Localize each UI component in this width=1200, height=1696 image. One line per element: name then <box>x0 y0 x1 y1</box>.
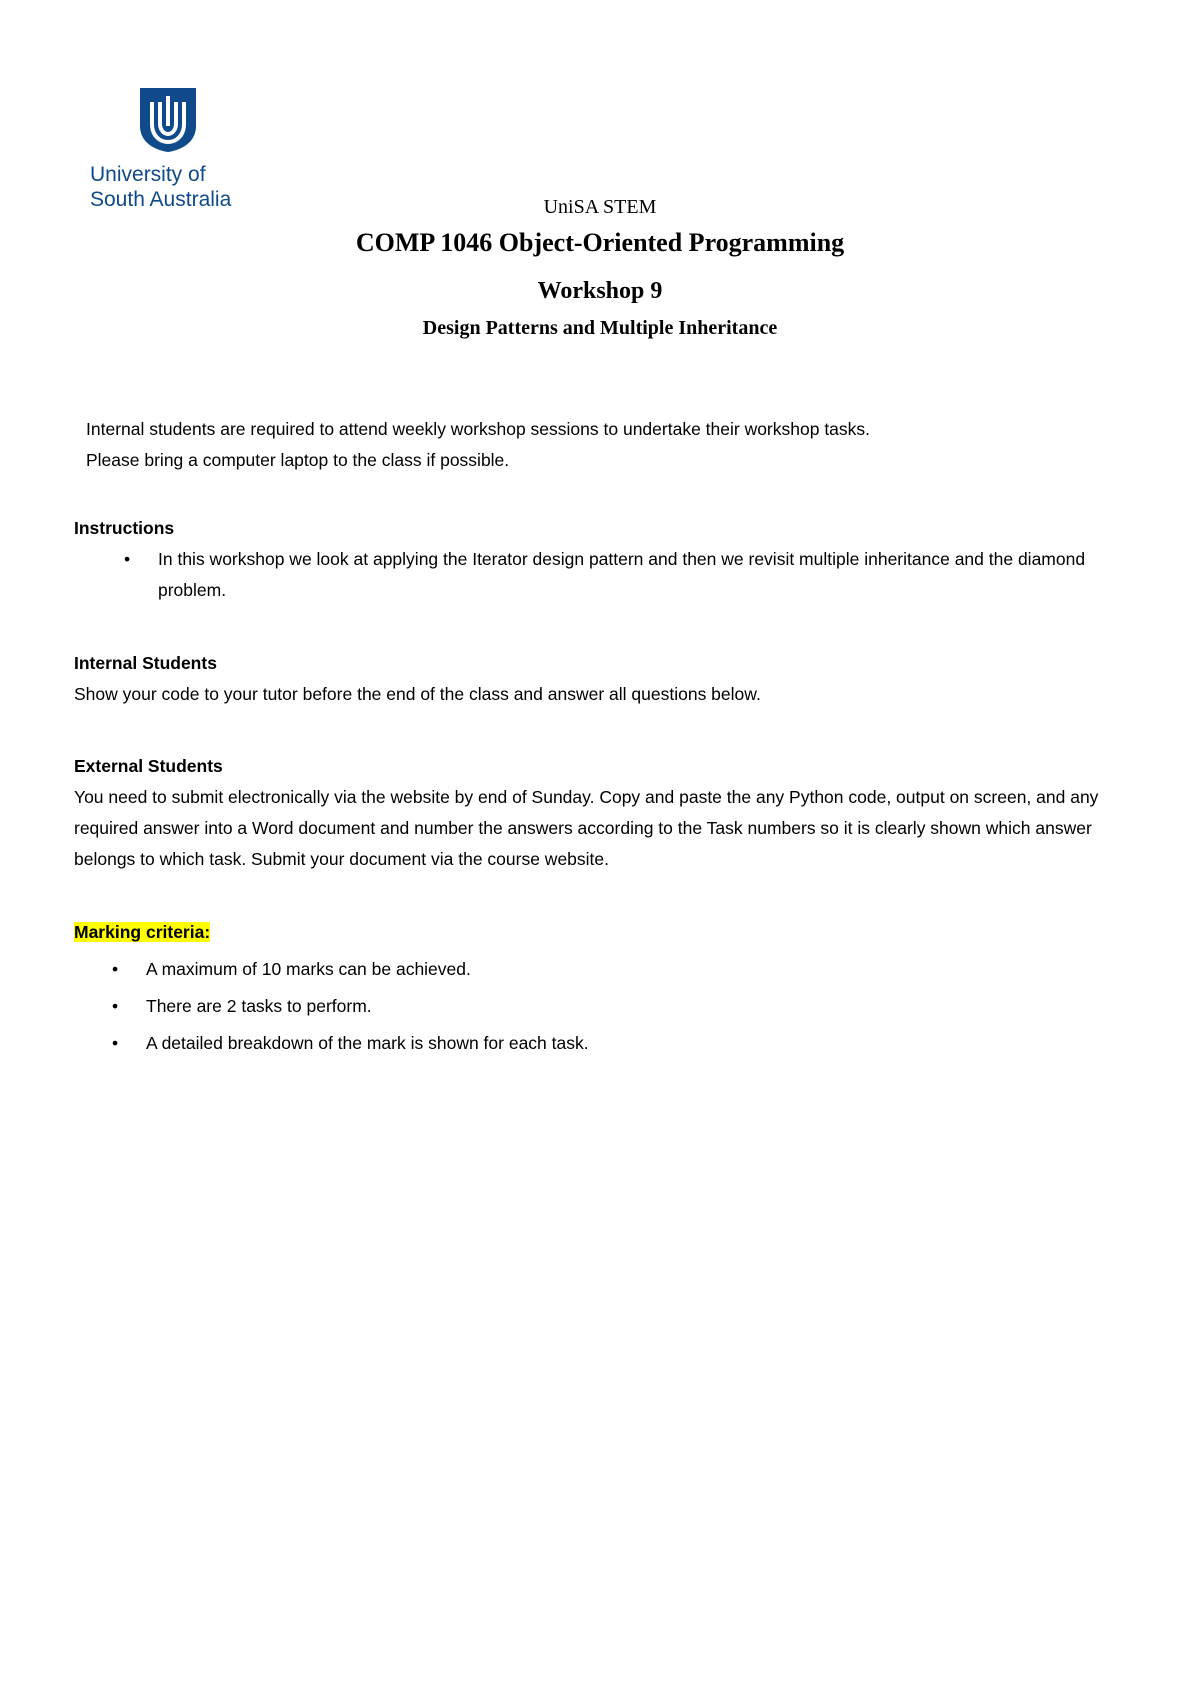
external-students-heading: External Students <box>74 756 223 776</box>
marking-bullet-text: There are 2 tasks to perform. <box>146 996 372 1016</box>
school-name: UniSA STEM <box>543 196 657 218</box>
external-students-text: You need to submit electronically via the website by end of Sunday. Copy and paste the any Python code, output on screen, and any required answer into a Word document and number the answers according to the Task numbers so it is clearly shown which answer belongs to which task. Submit your document via the course website. <box>74 787 1099 869</box>
instructions-section <box>74 513 1134 606</box>
marking-criteria-list <box>74 954 1134 1059</box>
intro-line-2: Please bring a computer laptop to the class if possible. <box>86 450 510 470</box>
internal-students-section <box>74 648 1134 710</box>
internal-students-text: Show your code to your tutor before the end of the class and answer all questions below. <box>74 684 761 704</box>
instructions-list <box>74 544 1134 606</box>
workshop-subtitle: Design Patterns and Multiple Inheritance <box>422 317 778 339</box>
logo-line-1: University of <box>90 163 206 186</box>
bullet-icon: • <box>124 549 131 569</box>
internal-students-heading: Internal Students <box>74 653 217 673</box>
instructions-bullet-text: In this workshop we look at applying the Iterator design pattern and then we revisit multiple inheritance and the diamond problem. <box>158 549 1086 600</box>
unisa-shield-icon <box>138 86 198 154</box>
bullet-icon: • <box>112 996 119 1016</box>
marking-criteria-heading-row <box>74 917 1134 948</box>
logo-line-2: South Australia <box>90 188 232 211</box>
intro-paragraph <box>86 414 1146 476</box>
university-logo <box>90 86 260 212</box>
intro-line-1: Internal students are required to attend weekly workshop sessions to undertake their workshop tasks. <box>86 419 871 439</box>
course-title: COMP 1046 Object-Oriented Programming <box>355 228 845 257</box>
marking-bullet-text: A detailed breakdown of the mark is shown for each task. <box>146 1033 589 1053</box>
list-item <box>74 1028 1134 1059</box>
marking-criteria-section <box>74 917 1134 1059</box>
bullet-icon: • <box>112 1033 119 1053</box>
list-item <box>74 991 1134 1022</box>
marking-criteria-heading: Marking criteria: <box>74 922 211 942</box>
workshop-title: Workshop 9 <box>537 278 663 304</box>
marking-bullet-text: A maximum of 10 marks can be achieved. <box>146 959 471 979</box>
list-item <box>74 544 1134 606</box>
instructions-heading: Instructions <box>74 518 175 538</box>
list-item <box>74 954 1134 985</box>
external-students-section <box>74 751 1134 875</box>
bullet-icon: • <box>112 959 119 979</box>
